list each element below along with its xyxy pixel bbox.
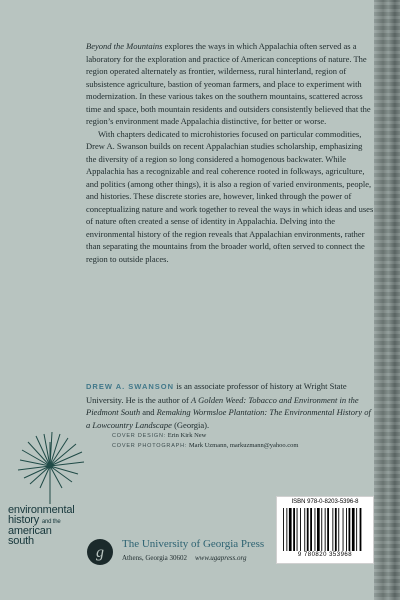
author-bio-text-2: (Georgia). bbox=[171, 419, 210, 430]
barcode-bar bbox=[317, 508, 320, 551]
author-book-1: A Golden Weed: Tobacco and Environment in the Piedmont South bbox=[86, 394, 359, 417]
barcode-bar bbox=[332, 508, 333, 551]
author-book-2: Remaking Wormsloe Plantation: The Environmental History of a Lowcountry Landscape bbox=[86, 407, 371, 430]
svg-text:g: g bbox=[96, 544, 104, 561]
barcode-bar bbox=[315, 508, 316, 551]
barcode-bar bbox=[283, 508, 284, 551]
series-line-4: south bbox=[8, 534, 34, 547]
barcode-bar bbox=[352, 508, 355, 551]
description-text bbox=[86, 40, 374, 265]
barcode-bar bbox=[335, 508, 337, 551]
author-bio-and: and bbox=[140, 407, 157, 417]
press-city: Athens, Georgia 30602 bbox=[122, 554, 187, 562]
author-bio bbox=[86, 380, 374, 431]
series-line-1: environmental bbox=[8, 504, 75, 516]
barcode-bar bbox=[349, 508, 351, 551]
barcode-bar bbox=[327, 508, 329, 551]
barcode-bar bbox=[325, 508, 326, 551]
press-address bbox=[122, 554, 302, 562]
cover-photo-credit bbox=[112, 441, 372, 451]
barcode-bar bbox=[297, 508, 298, 551]
barcode-bar bbox=[343, 508, 344, 551]
cover-design-label: COVER DESIGN: bbox=[112, 433, 167, 439]
cover-spine-photo-strip bbox=[374, 0, 400, 600]
isbn-text: ISBN 978-0-8203-5396-8 bbox=[291, 499, 359, 505]
isbn-barcode bbox=[276, 496, 374, 564]
barcode-bar bbox=[289, 508, 292, 551]
barcode-bar bbox=[300, 508, 301, 551]
press-url[interactable]: www.ugapress.org bbox=[195, 554, 247, 562]
barcode-bar bbox=[307, 508, 309, 551]
cover-credits bbox=[112, 431, 372, 451]
barcode-bars-icon bbox=[283, 508, 367, 551]
cover-photo-value: Mark Uzmann, markuzmann@yahoo.com bbox=[188, 442, 299, 449]
barcode-bar bbox=[356, 508, 357, 551]
book-title-italic: Beyond the Mountains bbox=[86, 41, 163, 51]
description-paragraph-1 bbox=[86, 40, 374, 128]
barcode-bar bbox=[304, 508, 305, 551]
cover-design-value: Erin Kirk New bbox=[167, 432, 207, 439]
series-line-2: history bbox=[8, 513, 39, 526]
press-name: The University of Georgia Press bbox=[122, 538, 265, 550]
barcode-bar bbox=[338, 508, 339, 551]
barcode-bar bbox=[321, 508, 322, 551]
university-press-g-logo-icon bbox=[86, 538, 114, 566]
series-and-the: and the bbox=[41, 518, 61, 525]
author-bio-text-1: is an associate professor of history at Wright State University. He is the author of bbox=[86, 381, 347, 405]
cover-design-credit bbox=[112, 431, 372, 441]
barcode-bar bbox=[286, 508, 287, 551]
barcode-bar bbox=[293, 508, 295, 551]
barcode-bar bbox=[346, 508, 347, 551]
series-line-3: american bbox=[8, 525, 52, 537]
series-logo-text bbox=[8, 506, 98, 546]
cover-photo-label: COVER PHOTOGRAPH: bbox=[112, 443, 188, 449]
author-name: DREW A. SWANSON bbox=[86, 382, 175, 391]
barcode-bar bbox=[360, 508, 362, 551]
barcode-digits: 9 780820 353968 bbox=[297, 552, 353, 558]
description-paragraph-2: With chapters dedicated to microhistories focused on particular commodities, Drew A. Swanson builds on recent Appalachian studies scholarship, emphasizing the diversity of a region so long considered a homogenous backwater. While Appalachia has a recognizable and real coherence rooted in folkways, agriculture, and politics (among other things), it is also a region of varied environments, people, and histories. These discrete stories are, however, linked through the power of conceptualizing nature and work together to reveal the ways in which ideas and uses of nature often created a sense of identity in Appalachia. Delving into the environmental history of the region reveals that Appalachian environments, rather than separating the mountains from the broader world, often served to connect the region to outside places. bbox=[86, 128, 374, 264]
description-paragraph-1-text: explores the ways in which Appalachia often served as a laboratory for the exploration and practice of American conceptions of nature. The region operated alternately as frontier, wilderness, rural hinterland, region of subsistence agriculture, bastion of yeoman farmers, and place to experiment with modernization. In these various takes on the southern mountains, scattered across time and space, both mountain residents and outsiders consistently believed that the region’s environment made Appalachia distinctive, for better or worse. bbox=[86, 41, 371, 126]
barcode-bar bbox=[310, 508, 312, 551]
